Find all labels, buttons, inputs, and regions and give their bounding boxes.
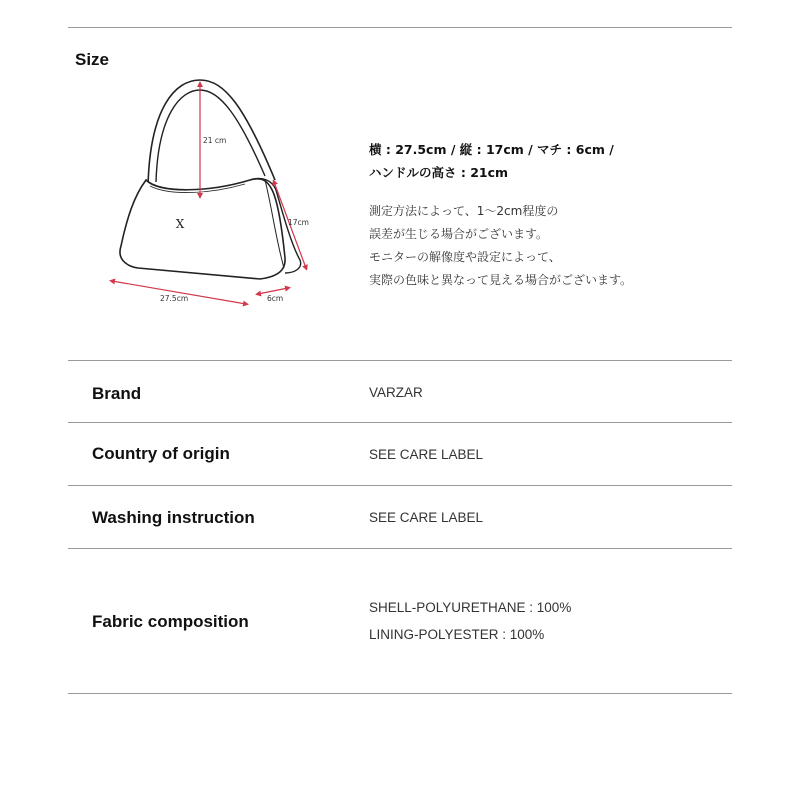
divider xyxy=(68,360,732,361)
brand-value: VARZAR xyxy=(369,385,423,400)
brand-label: Brand xyxy=(92,384,142,403)
size-spec-line-1: 横 : 27.5cm / 縦 : 17cm / マチ : 6cm / xyxy=(369,142,614,157)
washing-instruction-value: SEE CARE LABEL xyxy=(369,510,484,525)
country-of-origin-label: Country of origin xyxy=(92,444,230,463)
size-spec-line-2: ハンドルの高さ : 21cm xyxy=(369,165,509,180)
bag-body xyxy=(120,179,285,279)
size-note-line: 実際の色味と異なって見える場合がございます。 xyxy=(369,273,633,287)
bag-logo: X xyxy=(175,217,185,231)
fabric-composition-shell: SHELL-POLYURETHANE : 100% xyxy=(369,600,572,615)
size-section-title: Size xyxy=(75,50,110,69)
top-divider xyxy=(68,27,732,28)
depth-label: 6cm xyxy=(267,294,284,303)
washing-instruction-label: Washing instruction xyxy=(92,508,255,527)
height-label: 17cm xyxy=(288,218,309,227)
divider xyxy=(68,485,732,486)
size-note-line: 測定方法によって、1～2cm程度の xyxy=(369,204,559,218)
bag-handle-outer xyxy=(148,80,275,186)
size-note-line: 誤差が生じる場合がございます。 xyxy=(369,227,549,241)
divider xyxy=(68,422,732,423)
bag-diagram xyxy=(100,68,330,318)
width-label: 27.5cm xyxy=(160,294,189,303)
country-of-origin-value: SEE CARE LABEL xyxy=(369,447,484,462)
bottom-divider xyxy=(68,693,732,694)
fabric-composition-lining: LINING-POLYESTER : 100% xyxy=(369,627,545,642)
size-note-line: モニターの解像度や設定によって、 xyxy=(369,250,561,264)
divider xyxy=(68,548,732,549)
handle-height-label: 21 cm xyxy=(203,136,227,145)
fabric-composition-label: Fabric composition xyxy=(92,612,249,631)
